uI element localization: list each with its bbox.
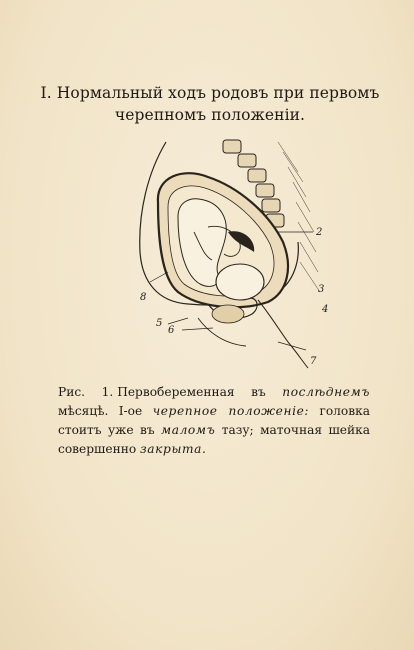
figure-label-3: 3 <box>318 284 325 295</box>
figure-number: Рис. 1. <box>58 385 114 399</box>
figure-label-5: 5 <box>156 318 163 329</box>
pregnancy-section-drawing <box>128 132 338 372</box>
figure-label-7: 7 <box>310 356 317 367</box>
chapter-heading-line-2: черепномъ положеніи. <box>114 106 306 124</box>
figure-label-2: 2 <box>316 227 323 238</box>
chapter-heading <box>40 82 380 126</box>
figure-label-6: 6 <box>168 325 175 336</box>
caption-text-3: головка стоитъ уже въ <box>58 404 371 437</box>
figure-label-4: 4 <box>322 304 329 315</box>
figure-label-8: 8 <box>140 292 147 303</box>
anatomical-illustration <box>128 132 338 372</box>
caption-emphasis-closed: закрыта. <box>140 442 207 456</box>
chapter-heading-line-1: I. Нормальный ходъ родовъ при первомъ <box>40 84 380 102</box>
figure-caption <box>58 383 370 459</box>
caption-text-4: тазу; маточная шейка совершенно <box>58 423 370 456</box>
caption-emphasis-last: послѣднемъ <box>282 385 370 399</box>
caption-text-1: Первобеременная въ <box>117 385 283 399</box>
caption-emphasis-small: маломъ <box>161 423 216 437</box>
caption-emphasis-cephalic: черепное положеніе: <box>152 404 310 418</box>
caption-text-2: мѣсяцѣ. I-ое <box>58 404 153 418</box>
